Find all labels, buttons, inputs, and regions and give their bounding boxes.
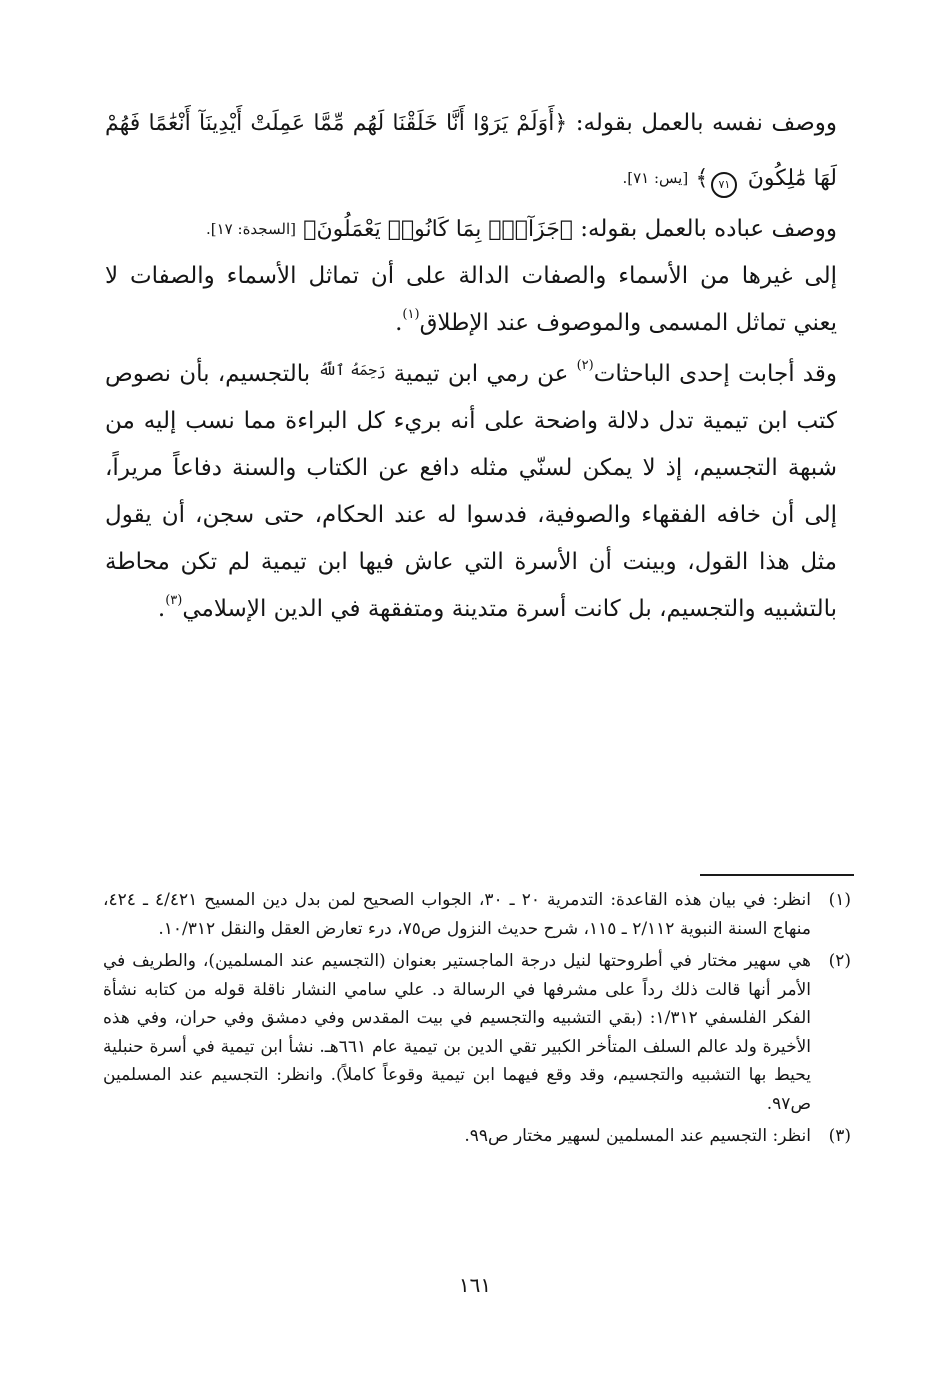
footnote-number: (٣) bbox=[828, 1126, 851, 1146]
quran-verse: أَوَلَمْ يَرَوْا أَنَّا خَلَقْنَا لَهُم مِّمَّا عَمِلَتْ أَيْدِينَآ أَنْعَٰمًا فَهُمْ لَهَا مَٰلِكُونَ bbox=[105, 111, 837, 191]
footnote-marker-3[interactable]: (٣) bbox=[165, 593, 183, 608]
footnote-item bbox=[103, 947, 851, 1118]
paragraph-lead: ووصف عباده بالعمل بقوله: bbox=[573, 216, 837, 242]
honorific-phrase: رَحِمَهُ ٱللَّهُ bbox=[318, 361, 386, 379]
paragraph-end: . bbox=[157, 596, 166, 622]
quran-close-bracket: ﴾ bbox=[695, 166, 709, 191]
quran-close-bracket: ﴾ bbox=[303, 217, 317, 242]
footnote-text: هي سهير مختار في أطروحتها لنيل درجة الماجستير بعنوان (التجسيم عند المسلمين)، والطريف في الأمر أنها قالت ذلك رداً على مشرفها في الرسالة د. علي سامي النشار ناقلة قوله من كتابه نشأة الفكر الفلسفي ١/٣١٢: (بقي التشبيه والتجسيم في بيت المقدس وفي دمشق وفي حران، وفي هذه الأخيرة ولد عالم السلف المتأخر الكبير تقي الدين بن تيمية عام ٦٦١هـ. نشأ ابن تيمية في أسرة حنبلية يحيط بها التشبيه والتجسيم، وقد وقع فيهما ابن تيمية وقوعاً كاملاً). وانظر: التجسيم عند المسلمين ص٩٧. bbox=[103, 951, 811, 1114]
main-text bbox=[105, 96, 837, 633]
paragraph-names-attributes bbox=[105, 253, 837, 347]
surah-reference: [يس: ٧١]. bbox=[622, 169, 689, 187]
paragraph-text: إلى غيرها من الأسماء والصفات الدالة على أن تماثل الأسماء والصفات لا يعني تماثل المسمى والموصوف عند الإطلاق bbox=[105, 263, 837, 336]
surah-reference: [السجدة: ١٧]. bbox=[206, 220, 296, 238]
paragraph-text: عن رمي ابن تيمية bbox=[385, 361, 577, 387]
footnote-item bbox=[103, 886, 851, 943]
paragraph-lead: ووصف نفسه بالعمل بقوله: bbox=[567, 110, 837, 136]
footnote-number: (١) bbox=[828, 890, 851, 910]
footnote-text: انظر: في بيان هذه القاعدة: التدمرية ٢٠ ـ ٣٠، الجواب الصحيح لمن بدل دين المسيح ٤/٤٢١ ـ ٤٢٤، منهاج السنة النبوية ٢/١١٢ ـ ١١٥، شرح حديث النزول ص٧٥، درء تعارض العقل والنقل ١٠/٣١٢. bbox=[103, 890, 812, 939]
quran-open-bracket: ﴿ bbox=[559, 217, 573, 242]
paragraph-self-description bbox=[105, 96, 837, 206]
footnote-text: انظر: التجسيم عند المسلمين لسهير مختار ص٩٩. bbox=[464, 1126, 811, 1146]
paragraph-ibn-taymiyya-defense bbox=[105, 347, 837, 633]
paragraph-text: بالتجسيم، بأن نصوص كتب ابن تيمية تدل دلالة واضحة على أنه بريء كل البراءة مما نسب إليه من شبهة التجسيم، إذ لا يمكن لسنّي مثله دافع عن الكتاب والسنة دفاعاً مريراً، إلى أن خافه الفقهاء والصوفية، فدسوا له عند الحكام، حتى سجن، أن يقول مثل هذا القول، وبينت أن الأسرة التي عاش فيها ابن تيمية لم تكن محاطة بالتشبيه والتجسيم، بل كانت أسرة متدينة ومتفقهة في الدين الإسلامي bbox=[105, 361, 837, 622]
quran-open-bracket: ﴿ bbox=[554, 111, 568, 136]
quran-verse: جَزَآءًۢ بِمَا كَانُوا۟ يَعْمَلُونَ bbox=[316, 217, 560, 242]
footnote-separator bbox=[700, 874, 854, 876]
footnote-marker-2[interactable]: (٢) bbox=[576, 358, 594, 373]
footnotes bbox=[103, 886, 851, 1155]
ayah-number-mark: ٧١ bbox=[711, 172, 737, 198]
footnote-number: (٢) bbox=[828, 951, 851, 971]
footnote-item bbox=[103, 1122, 851, 1151]
paragraph-end: . bbox=[395, 310, 403, 336]
paragraph-servants-description bbox=[105, 206, 837, 253]
paragraph-text: وقد أجابت إحدى الباحثات bbox=[593, 361, 837, 387]
footnote-marker-1[interactable]: (١) bbox=[402, 307, 420, 322]
page-number: ١٦١ bbox=[458, 1273, 492, 1297]
